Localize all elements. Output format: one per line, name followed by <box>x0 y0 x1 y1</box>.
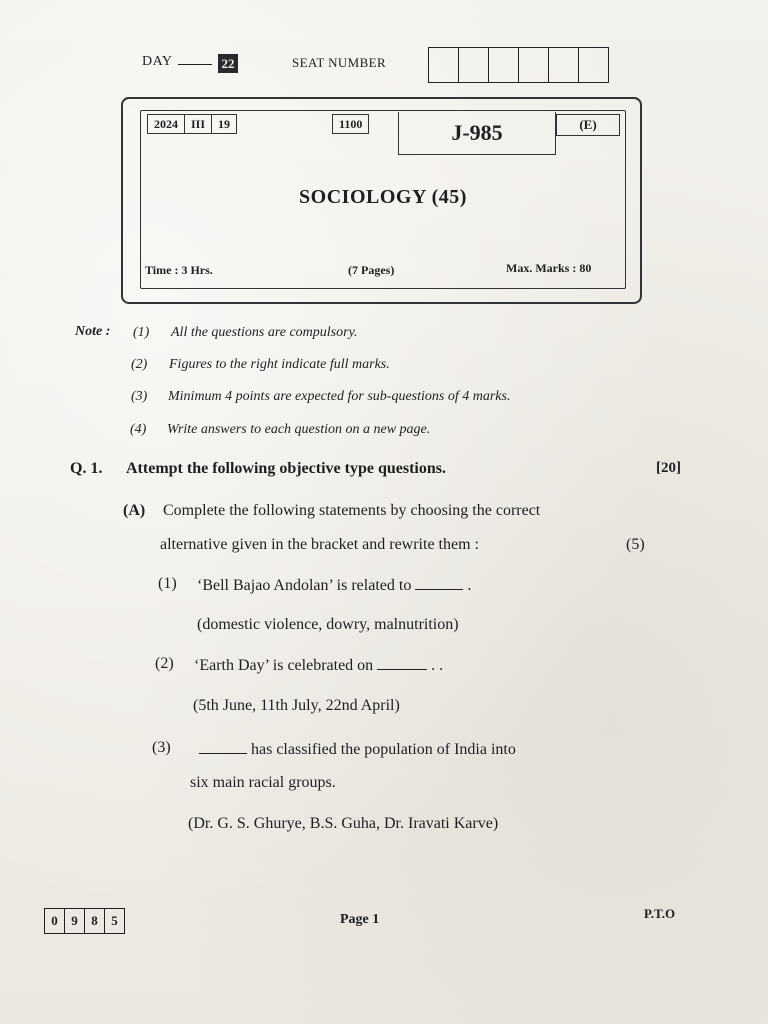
item-period: . . <box>431 657 444 674</box>
item-options: (domestic violence, dowry, malnutrition) <box>197 616 459 633</box>
item-number: (1) <box>158 575 177 592</box>
note-text: Minimum 4 points are expected for sub-questions of 4 marks. <box>168 389 511 404</box>
paper-code-boxes <box>44 908 125 934</box>
item-statement <box>199 739 516 759</box>
note-number: (3) <box>131 389 148 404</box>
part-label: (A) <box>123 502 146 519</box>
max-marks: Max. Marks : 80 <box>506 261 592 275</box>
year-code: 2024 <box>148 115 185 133</box>
item-text: ‘Earth Day’ is celebrated on <box>194 657 374 674</box>
note-text: Figures to the right indicate full marks. <box>169 357 390 372</box>
item-text: ‘Bell Bajao Andolan’ is related to <box>197 577 412 594</box>
paper-code: J-985 <box>398 112 556 155</box>
seat-box[interactable] <box>519 48 549 82</box>
seat-box[interactable] <box>429 48 459 82</box>
day-number: 22 <box>218 54 238 73</box>
seat-box[interactable] <box>489 48 519 82</box>
item-number: (3) <box>152 739 171 756</box>
page-number: Page 1 <box>340 912 380 927</box>
question-number: Q. 1. <box>70 460 103 477</box>
time-code-cell <box>332 114 369 134</box>
item-text-continued: six main racial groups. <box>190 774 336 791</box>
day-label: DAY <box>142 54 173 69</box>
item-text: has classified the population of India into <box>251 741 516 758</box>
term-code: III <box>185 115 212 133</box>
answer-blank <box>415 575 463 590</box>
language-code: (E) <box>556 114 620 136</box>
item-options: (5th June, 11th July, 22nd April) <box>193 697 400 714</box>
note-number: (1) <box>133 325 150 340</box>
seat-number-label: SEAT NUMBER <box>292 55 387 70</box>
answer-blank <box>377 655 427 670</box>
time-code: 1100 <box>339 117 363 131</box>
question-title: Attempt the following objective type questions. <box>126 460 446 477</box>
question-marks: [20] <box>656 460 681 476</box>
code-digit: 9 <box>65 909 85 933</box>
answer-blank <box>199 739 247 754</box>
note-number: (4) <box>130 422 147 437</box>
please-turn-over: P.T.O <box>644 906 676 921</box>
item-number: (2) <box>155 655 174 672</box>
note-label: Note : <box>75 324 111 339</box>
item-period: . <box>467 577 472 594</box>
date-code: 19 <box>218 117 231 131</box>
part-marks: (5) <box>626 536 645 553</box>
seat-box[interactable] <box>579 48 608 82</box>
part-instruction-line2: alternative given in the bracket and rewrite them : <box>160 536 479 553</box>
code-digit: 8 <box>85 909 105 933</box>
item-options: (Dr. G. S. Ghurye, B.S. Guha, Dr. Iravati Karve) <box>188 815 499 832</box>
subject-title: SOCIOLOGY (45) <box>299 186 467 208</box>
item-statement <box>197 575 471 595</box>
exam-duration: Time : 3 Hrs. <box>145 263 213 277</box>
page-count: (7 Pages) <box>348 263 395 277</box>
item-statement <box>194 655 443 675</box>
part-instruction-line1: Complete the following statements by choosing the correct <box>163 502 541 519</box>
code-digit: 5 <box>111 913 118 928</box>
seat-box[interactable] <box>549 48 579 82</box>
note-text: Write answers to each question on a new page. <box>167 422 431 437</box>
note-number: (2) <box>131 357 148 372</box>
day-dash <box>178 64 212 65</box>
exam-code-cells <box>147 114 237 134</box>
code-digit: 0 <box>45 909 65 933</box>
seat-box[interactable] <box>459 48 489 82</box>
seat-number-boxes[interactable] <box>428 47 609 83</box>
note-text: All the questions are compulsory. <box>171 325 358 340</box>
